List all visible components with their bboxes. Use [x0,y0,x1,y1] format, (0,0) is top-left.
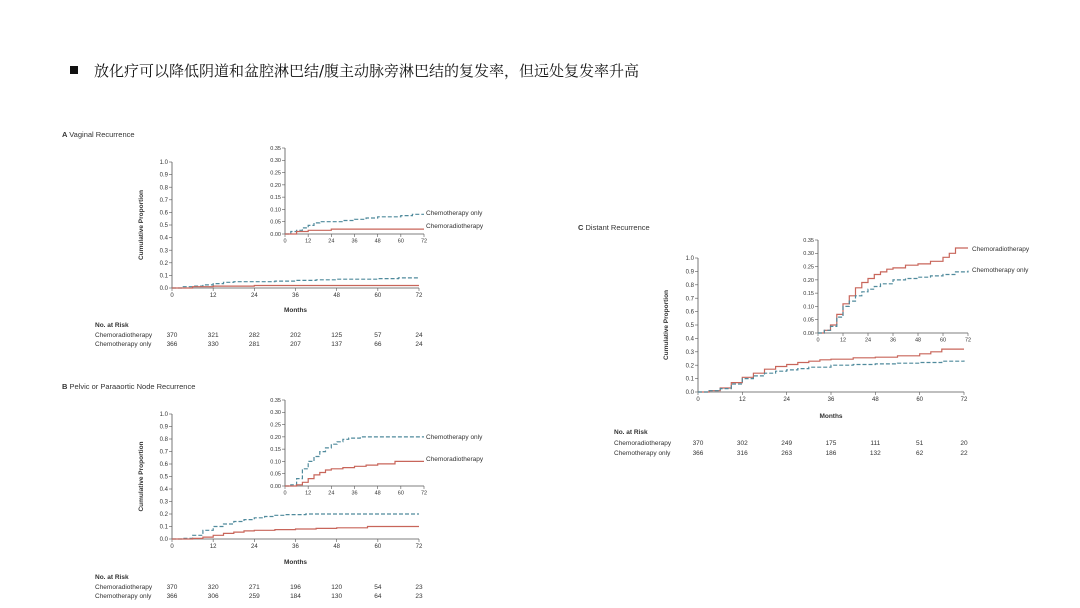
main-series-chemotherapy-only [698,361,964,393]
main-x-tick-label: 24 [250,293,258,299]
risk-value: 137 [331,341,343,348]
panel-title-text: Vaginal Recurrence [69,130,135,139]
legend-label: Chemotherapy only [426,210,483,217]
risk-value: 370 [692,440,704,447]
inset-x-tick-label: 0 [816,337,820,344]
main-series-chemoradiotherapy [698,349,964,392]
inset-y-tick-label: 0.15 [270,195,281,202]
main-y-tick-label: 0.3 [685,349,694,356]
main-x-tick-label: 12 [738,397,746,403]
panel-b [62,382,484,600]
risk-value: 66 [374,341,382,348]
inset-y-tick-label: 0.35 [270,145,281,152]
main-y-tick-label: 0.5 [685,323,694,330]
inset-x-tick-label: 72 [964,337,972,344]
main-y-tick-label: 0.2 [159,260,168,267]
risk-value: 24 [415,332,423,339]
inset-x-tick-label: 72 [420,490,428,497]
x-axis-label: Months [283,307,308,314]
main-x-tick-label: 24 [250,544,258,550]
main-x-tick-label: 24 [783,397,791,403]
risk-value: 249 [781,440,793,447]
main-x-tick-label: 0 [170,293,174,299]
inset-x-tick-label: 48 [374,238,381,245]
risk-value: 23 [415,584,423,591]
risk-value: 207 [290,341,301,348]
risk-value: 62 [916,450,924,457]
main-y-tick-label: 0.6 [685,309,694,316]
risk-value: 23 [415,593,423,600]
risk-heading: No. at Risk [95,322,129,329]
main-x-tick-label: 36 [827,397,835,403]
main-y-tick-label: 0.8 [685,282,694,289]
inset-y-tick-label: 0.10 [270,207,281,214]
slide-title-text: 放化疗可以降低阴道和盆腔淋巴结/腹主动脉旁淋巴结的复发率，但远处复发率升高 [94,62,640,80]
legend-label: Chemotherapy only [426,434,483,441]
risk-value: 366 [166,341,178,348]
main-y-tick-label: 0.5 [159,474,168,481]
risk-value: 20 [960,440,968,447]
risk-value: 125 [331,332,343,339]
risk-value: 202 [290,332,301,339]
inset-y-tick-label: 0.00 [270,231,281,238]
inset-y-tick-label: 0.25 [270,422,281,429]
risk-value: 24 [415,341,423,348]
main-x-tick-label: 12 [209,544,217,550]
panel-title [578,223,650,232]
risk-row-label: Chemotherapy only [95,341,152,348]
inset-y-tick-label: 0.05 [270,219,281,226]
main-y-tick-label: 0.7 [685,296,694,303]
y-axis-label: Cumulative Proportion [663,289,670,361]
inset-y-tick-label: 0.25 [803,264,814,271]
inset-x-tick-label: 36 [889,337,897,344]
main-y-tick-label: 1.0 [685,256,694,263]
panel-letter: C [578,223,586,232]
panel-title-text: Distant Recurrence [585,223,650,232]
inset-x-tick-label: 24 [328,238,335,245]
inset-x-tick-label: 12 [305,238,312,245]
x-axis-label: Months [283,559,308,566]
y-axis-label: Cumulative Proportion [138,189,145,261]
risk-value: 370 [166,332,178,339]
inset-x-tick-label: 36 [351,490,358,497]
main-y-tick-label: 1.0 [159,160,168,167]
inset-y-tick-label: 0.05 [270,471,281,478]
y-axis-label: Cumulative Proportion [138,441,145,512]
main-series-chemoradiotherapy [172,527,419,540]
inset-x-tick-label: 0 [283,490,287,497]
risk-value: 51 [916,440,924,447]
risk-value: 175 [825,440,837,447]
inset-y-tick-label: 0.10 [270,459,281,466]
inset-y-tick-label: 0.35 [803,237,814,244]
inset-y-tick-label: 0.00 [270,483,281,490]
risk-value: 271 [248,584,260,591]
panel-letter: A [62,130,70,139]
risk-row-label: Chemotherapy only [614,450,671,457]
inset-x-tick-label: 60 [939,337,947,344]
main-y-tick-label: 0.4 [159,235,168,242]
main-x-tick-label: 0 [170,544,174,550]
main-y-tick-label: 0.1 [159,273,168,280]
main-y-tick-label: 0.0 [685,390,694,397]
risk-value: 281 [248,341,260,348]
inset-y-tick-label: 0.20 [270,182,281,189]
legend-label: Chemoradiotherapy [426,456,484,463]
main-x-tick-label: 60 [374,293,382,299]
risk-value: 282 [248,332,260,339]
risk-value: 120 [331,584,343,591]
risk-value: 196 [290,584,301,591]
main-y-tick-label: 0.6 [159,210,168,217]
risk-value: 186 [825,450,837,457]
inset-y-tick-label: 0.30 [270,158,281,165]
inset-x-tick-label: 0 [283,238,287,245]
inset-x-tick-label: 24 [328,490,335,497]
risk-row-label: Chemotherapy only [95,593,152,600]
main-y-tick-label: 0.0 [159,286,168,293]
inset-y-tick-label: 0.15 [270,447,281,454]
inset-x-tick-label: 48 [914,337,922,344]
inset-y-tick-label: 0.20 [270,434,281,441]
risk-value: 320 [207,584,219,591]
main-y-tick-label: 0.6 [159,462,168,469]
x-axis-label: Months [819,413,843,420]
main-y-tick-label: 0.3 [159,248,168,255]
risk-value: 57 [374,332,382,339]
risk-row-label: Chemoradiotherapy [95,332,153,339]
main-x-tick-label: 72 [960,397,968,403]
inset-x-tick-label: 72 [420,238,428,245]
inset-x-tick-label: 12 [305,490,312,497]
main-y-tick-label: 0.5 [159,223,168,230]
inset-y-tick-label: 0.05 [803,317,814,324]
main-y-tick-label: 0.7 [159,449,168,456]
inset-y-tick-label: 0.30 [803,251,814,258]
risk-value: 366 [692,450,704,457]
panel-letter: B [62,382,70,391]
risk-value: 366 [166,593,178,600]
main-y-tick-label: 0.8 [159,437,168,444]
main-y-tick-label: 0.0 [159,537,168,544]
main-y-tick-label: 0.7 [159,197,168,204]
risk-value: 302 [736,440,748,447]
risk-value: 316 [736,450,748,457]
inset-series-chemotherapy-only [818,271,968,333]
inset-y-tick-label: 0.10 [803,304,814,311]
risk-value: 22 [960,450,968,457]
inset-y-tick-label: 0.20 [803,277,814,284]
risk-value: 54 [374,584,382,591]
inset-series-chemoradiotherapy [285,461,424,486]
risk-value: 263 [781,450,793,457]
risk-row-label: Chemoradiotherapy [95,584,153,591]
risk-value: 111 [870,440,881,447]
main-y-tick-label: 0.8 [159,185,168,192]
legend-label: Chemoradiotherapy [972,246,1030,253]
risk-value: 370 [166,584,178,591]
panel-title [62,382,195,391]
risk-row-label: Chemoradiotherapy [614,440,672,447]
risk-value: 306 [207,593,219,600]
inset-x-tick-label: 36 [351,238,358,245]
inset-x-tick-label: 60 [397,490,404,497]
panel-title [62,130,135,139]
main-y-tick-label: 0.9 [685,269,694,276]
main-x-tick-label: 36 [292,293,299,299]
risk-value: 132 [869,450,881,457]
risk-value: 330 [207,341,219,348]
risk-value: 321 [207,332,219,339]
inset-series-chemoradiotherapy [285,229,424,234]
main-x-tick-label: 48 [333,293,341,299]
inset-y-tick-label: 0.35 [270,397,281,404]
main-y-tick-label: 0.2 [685,363,694,370]
main-y-tick-label: 0.9 [159,172,168,179]
legend-label: Chemotherapy only [972,267,1029,274]
main-x-tick-label: 60 [374,544,382,550]
panel-a [62,130,484,348]
inset-y-tick-label: 0.25 [270,170,281,177]
panel-c [578,223,1030,457]
risk-value: 259 [248,593,260,600]
main-y-tick-label: 0.2 [159,512,168,519]
main-y-tick-label: 0.4 [685,336,694,343]
inset-y-tick-label: 0.15 [803,291,814,298]
main-x-tick-label: 48 [333,544,341,550]
inset-x-tick-label: 48 [374,490,381,497]
main-x-tick-label: 60 [916,397,924,403]
main-y-tick-label: 0.9 [159,424,168,431]
inset-y-tick-label: 0.00 [803,330,814,337]
main-x-tick-label: 12 [209,293,217,299]
main-y-tick-label: 0.3 [159,499,168,506]
main-y-tick-label: 1.0 [159,412,168,419]
legend-label: Chemoradiotherapy [426,223,484,230]
inset-x-tick-label: 60 [397,238,404,245]
inset-x-tick-label: 12 [839,337,847,344]
main-x-tick-label: 72 [415,293,423,299]
inset-y-tick-label: 0.30 [270,410,281,417]
risk-heading: No. at Risk [95,574,129,581]
risk-value: 184 [290,593,301,600]
panel-title-text: Pelvic or Paraaortic Node Recurrence [69,382,196,391]
risk-heading: No. at Risk [614,429,648,436]
main-y-tick-label: 0.1 [685,376,694,383]
main-x-tick-label: 48 [871,397,879,403]
main-x-tick-label: 72 [415,544,423,550]
inset-series-chemoradiotherapy [818,248,968,333]
risk-value: 130 [331,593,343,600]
main-y-tick-label: 0.1 [159,524,168,531]
main-x-tick-label: 0 [696,397,700,403]
main-y-tick-label: 0.4 [159,487,168,494]
risk-value: 64 [374,593,382,600]
main-x-tick-label: 36 [292,544,299,550]
inset-x-tick-label: 24 [864,337,872,344]
